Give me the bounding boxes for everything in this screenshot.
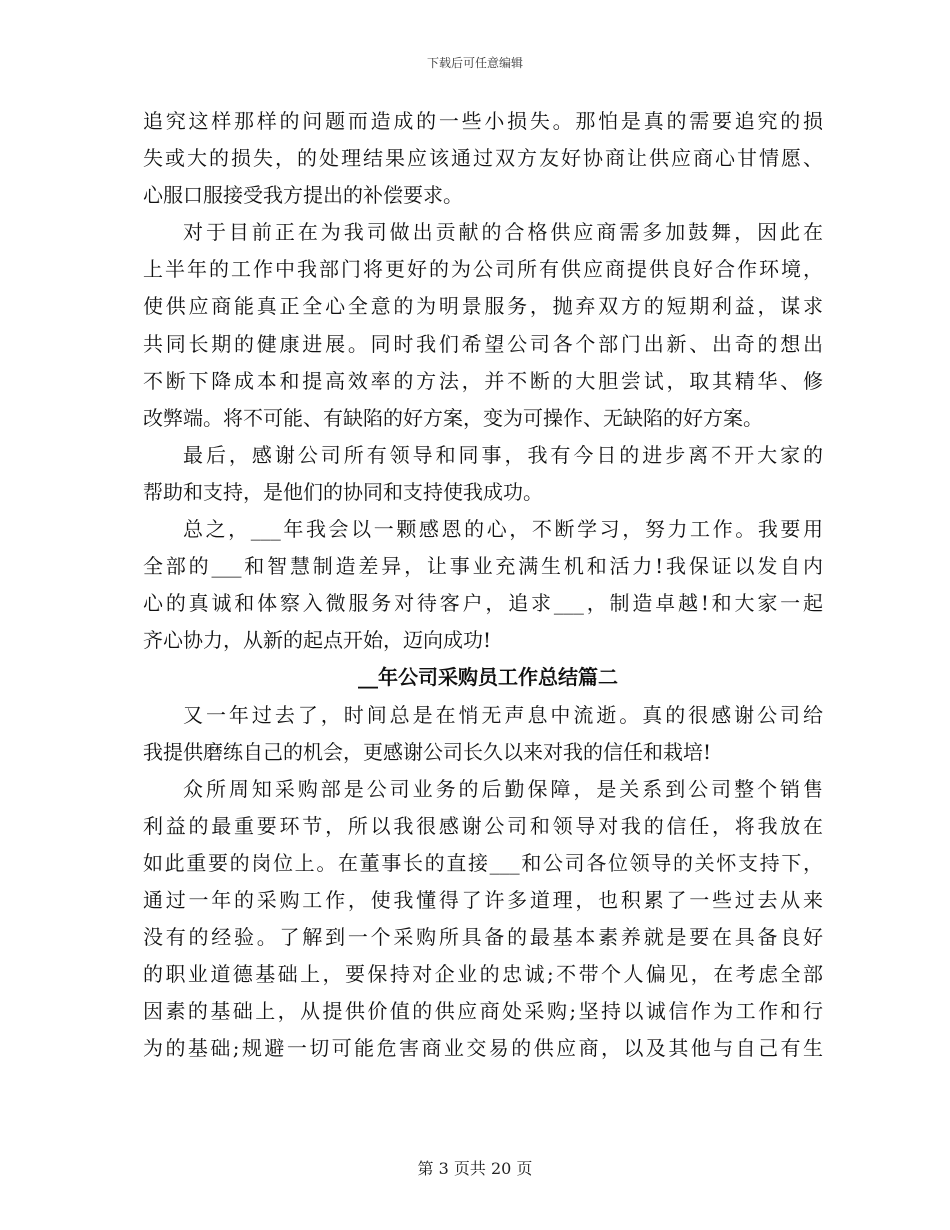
body-line: 共同长期的健康进展。同时我们希望公司各个部门出新、出奇的想出	[143, 331, 823, 356]
body-line: 心的真诚和体察入微服务对待客户，追求___，制造卓越!和大家一起	[143, 591, 823, 616]
body-line: 使供应商能真正全心全意的为明景服务，抛弃双方的短期利益，谋求	[143, 294, 823, 319]
body-line: 不断下降成本和提高效率的方法，并不断的大胆尝试，取其精华、修	[143, 368, 823, 393]
body-line: 失或大的损失，的处理结果应该通过双方友好协商让供应商心甘情愿、	[143, 146, 823, 171]
paragraph-start: 众所周知采购部是公司业务的后勤保障，是关系到公司整个销售	[183, 776, 823, 801]
page-number: 第 3 页共 20 页	[417, 1159, 533, 1178]
paragraph-start: 对于目前正在为我司做出贡献的合格供应商需多加鼓舞，因此在	[183, 220, 823, 245]
body-line: 心服口服接受我方提出的补偿要求。	[143, 183, 463, 208]
body-line: 为的基础;规避一切可能危害商业交易的供应商，以及其他与自己有生	[143, 1036, 823, 1061]
body-line: 利益的最重要环节，所以我很感谢公司和领导对我的信任，将我放在	[143, 813, 823, 838]
paragraph-start: 又一年过去了，时间总是在悄无声息中流逝。真的很感谢公司给	[183, 702, 823, 727]
body-line: 改弊端。将不可能、有缺陷的好方案，变为可操作、无缺陷的好方案。	[143, 405, 763, 430]
body-line: 的职业道德基础上，要保持对企业的忠诚;不带个人偏见，在考虑全部	[143, 962, 823, 987]
body-line: 如此重要的岗位上。在董事长的直接___和公司各位领导的关怀支持下，	[143, 850, 823, 875]
section-heading: __年公司采购员工作总结篇二	[358, 665, 618, 690]
paragraph-start: 总之，___年我会以一颗感恩的心，不断学习，努力工作。我要用	[183, 517, 823, 542]
page-header: 下载后可任意编辑	[426, 56, 523, 70]
paragraph-start: 最后，感谢公司所有领导和同事，我有今日的进步离不开大家的	[183, 442, 823, 467]
body-line: 上半年的工作中我部门将更好的为公司所有供应商提供良好合作环境，	[143, 257, 823, 282]
body-line: 我提供磨练自己的机会，更感谢公司长久以来对我的信任和栽培!	[143, 739, 712, 764]
body-line: 追究这样那样的问题而造成的一些小损失。那怕是真的需要追究的损	[143, 109, 823, 133]
body-line: 因素的基础上，从提供价值的供应商处采购;坚持以诚信作为工作和行	[143, 999, 823, 1024]
body-line: 没有的经验。了解到一个采购所具备的最基本素养就是要在具备良好	[143, 925, 823, 950]
body-line: 通过一年的采购工作，使我懂得了许多道理，也积累了一些过去从来	[143, 887, 823, 912]
body-line: 帮助和支持，是他们的协同和支持使我成功。	[143, 479, 543, 504]
body-line: 全部的___和智慧制造差异，让事业充满生机和活力!我保证以发自内	[143, 554, 823, 579]
body-line: 齐心协力，从新的起点开始，迈向成功!	[143, 628, 492, 653]
document-body	[143, 103, 823, 1067]
